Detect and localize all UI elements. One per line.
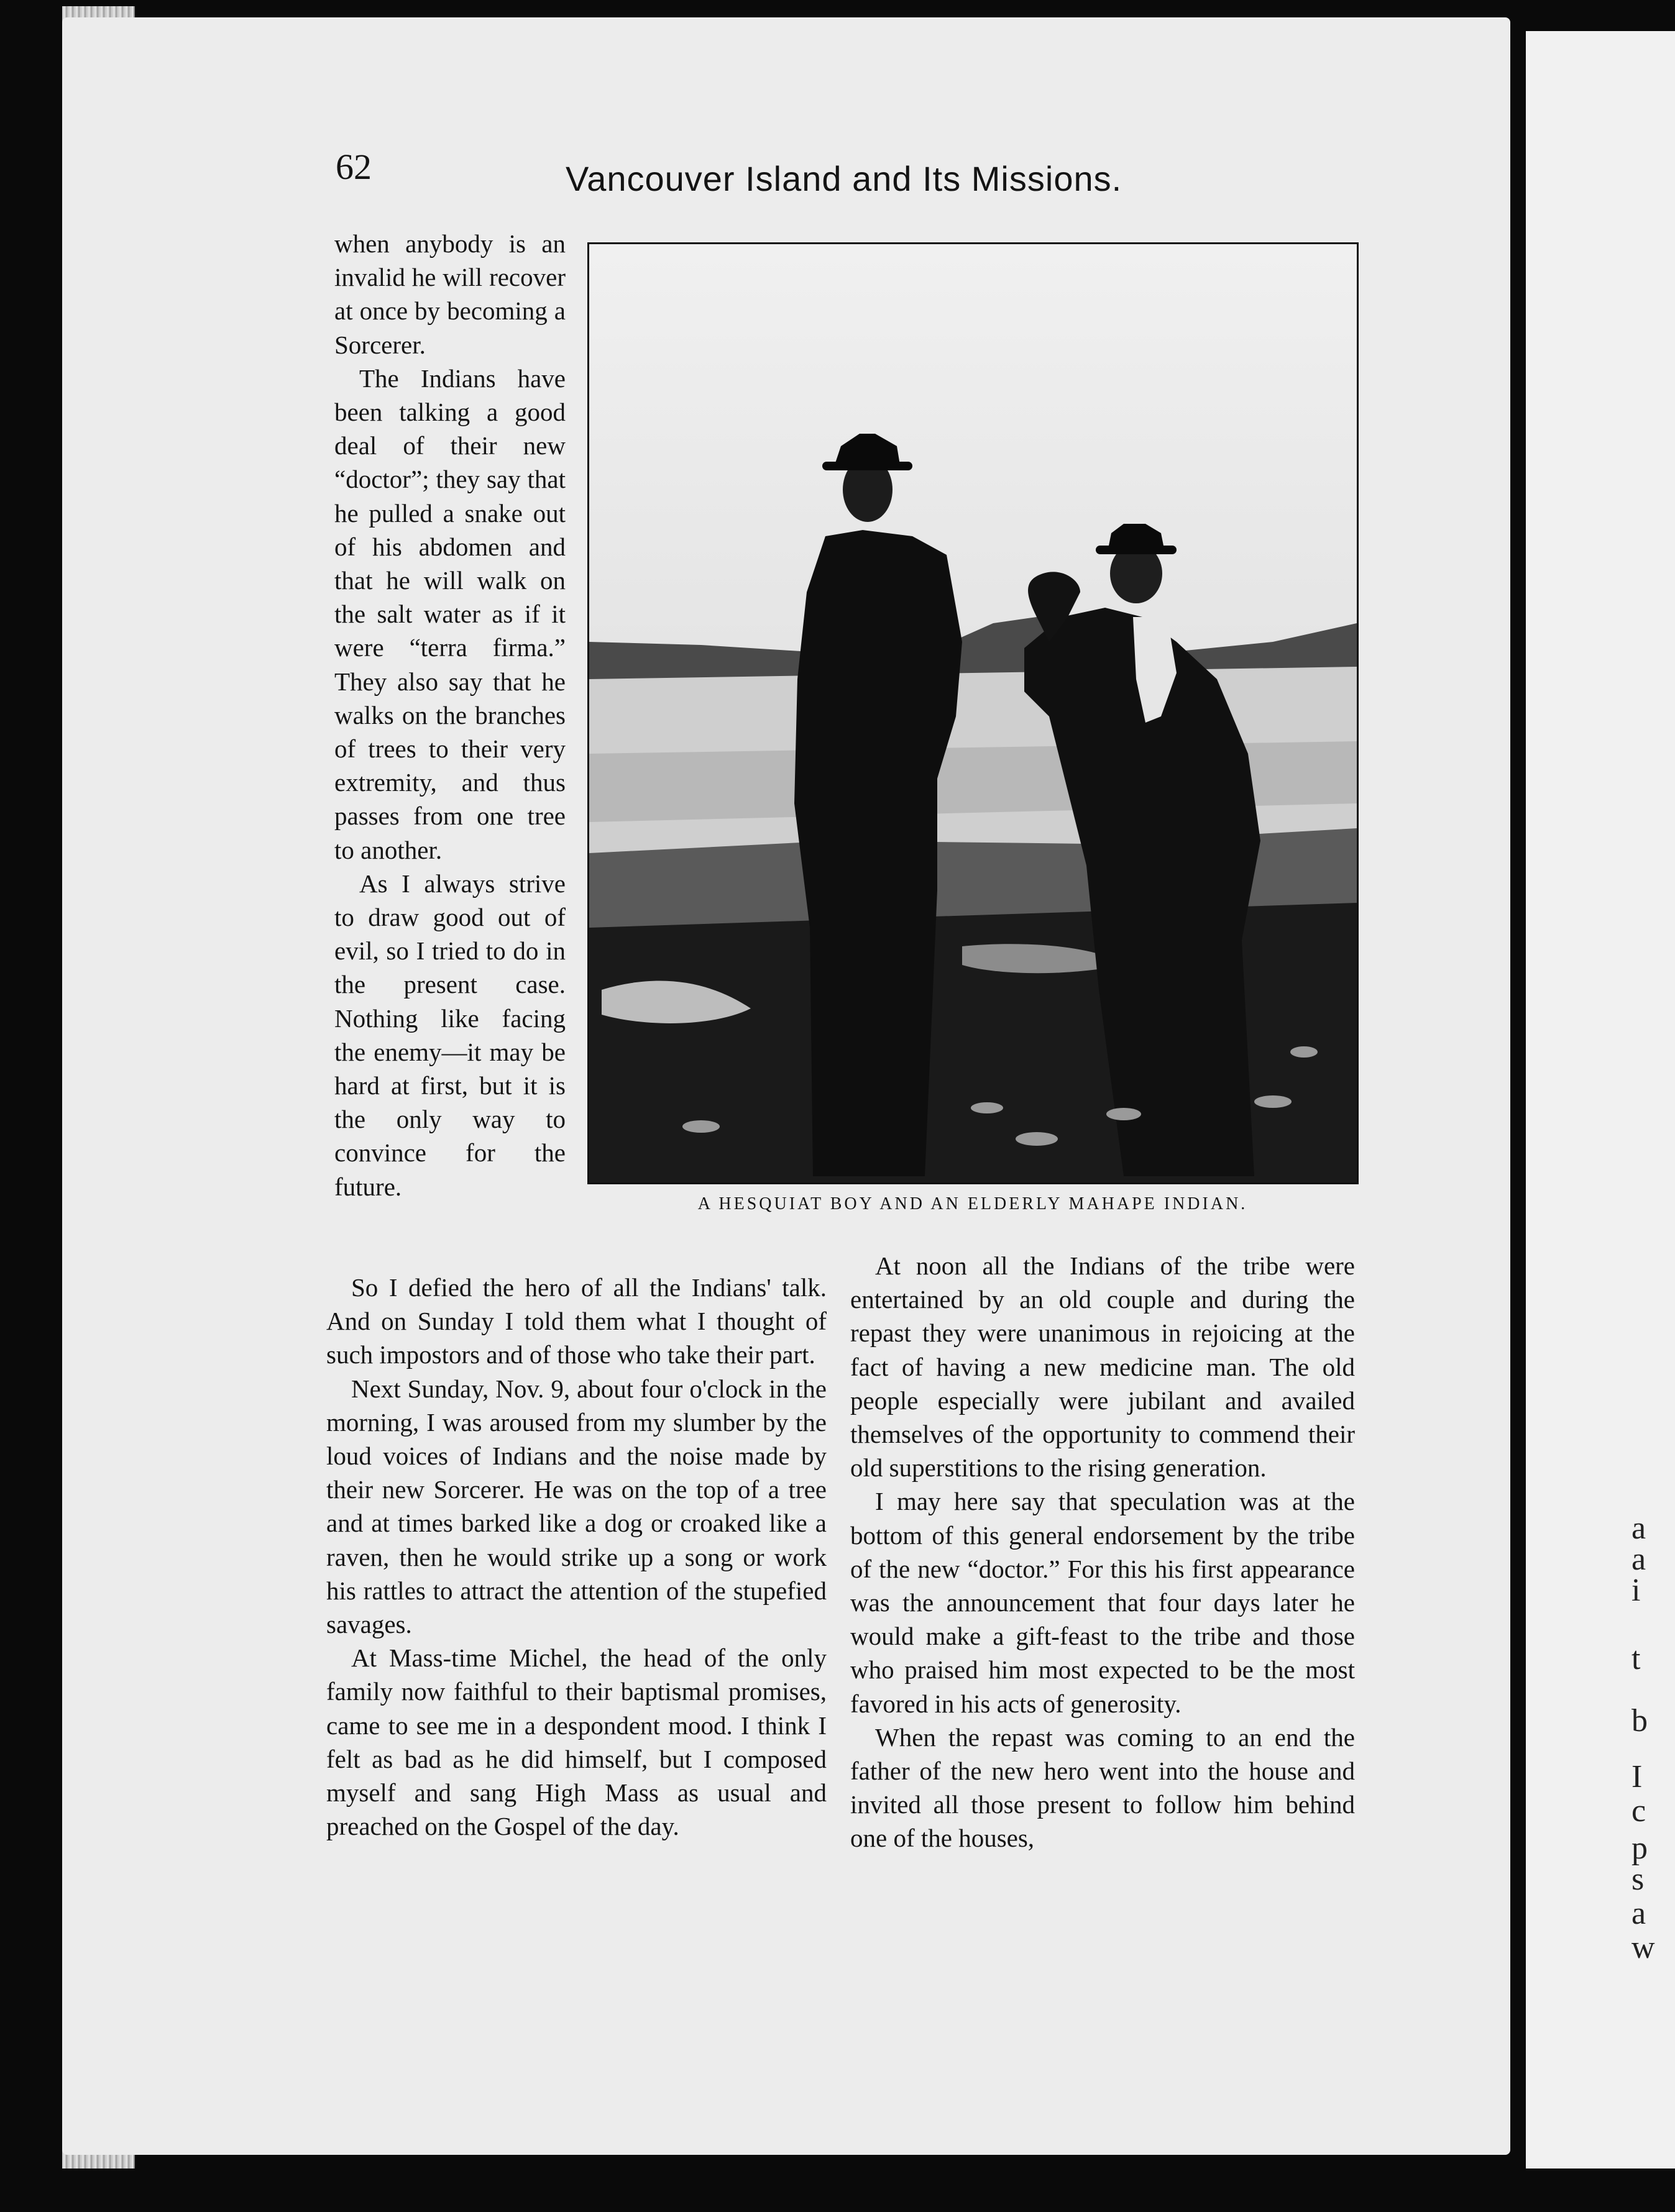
facing-page-letter: w [1631, 1930, 1655, 1965]
paragraph: The Indians have been talking a good deal of their new “doctor”; they say that he pulled a snake out of his abdomen and that he will walk on the salt water as if it were “terra firma.” They also say that he walks on the branches of trees to their very extremity, and thus passes from one tree to another. [334, 363, 566, 864]
running-title: Vancouver Island and Its Missions. [566, 159, 1122, 198]
photo-caption: A HESQUIAT BOY AND AN ELDERLY MAHAPE INDIAN. [697, 1194, 1248, 1213]
page-number: 62 [336, 147, 372, 187]
paragraph: I may here say that speculation was at the bottom of this general endorsement by the tribe of the new “doctor.” For this his first appearance was the announcement that four days later he would make a gift-feast to the tribe and those who praised him most expected to be the most favored in his acts of generosity. [850, 1487, 1355, 1718]
facing-page-letter: I [1631, 1759, 1643, 1794]
paragraph: When the repast was coming to an end the father of the new hero went into the house and invited all those present to follow him behind one of the houses, [850, 1722, 1355, 1853]
paragraph: when anybody is an invalid he will recover at once by becoming a Sorcerer. [334, 229, 566, 359]
facing-page-letter: t [1631, 1641, 1641, 1676]
left-column-lower [326, 1271, 827, 1843]
facing-page-letter: i [1631, 1573, 1641, 1608]
paragraph: At Mass-time Michel, the head of the only family now faithful to their baptismal promises, came to see me in a despondent mood. I think I felt as bad as he did himself, but I composed myself and sang High Mass as usual and preached on the Gospel of the day. [326, 1643, 827, 1841]
photograph [587, 242, 1359, 1184]
photograph-image [589, 244, 1357, 1182]
paragraph: Next Sunday, Nov. 9, about four o'clock in the morning, I was aroused from my slumber by the loud voices of Indians and the noise made by their new Sorcerer. He was on the top of a tree and at times barked like a dog or croaked like a raven, then he would strike up a song or work his rattles to attract the attention of the stupefied savages. [326, 1374, 827, 1639]
paragraph: As I always strive to draw good out of evil, so I tried to do in the present case. Nothing like facing the enemy—it may be hard at first, but it is the only way to convince for the future. [334, 869, 566, 1201]
facing-page-letter: a [1631, 1896, 1646, 1931]
facing-page-letter: c [1631, 1793, 1646, 1829]
paragraph: At noon all the Indians of the tribe were entertained by an old couple and during the repast they were unanimous in rejoicing at the fact of having a new medicine man. The old people especially were jubilant and availed themselves of the opportunity to commend their old superstitions to the rising generation. [850, 1251, 1355, 1483]
facing-page-letter: a [1631, 1510, 1646, 1546]
facing-page-letter: p [1631, 1830, 1648, 1866]
right-column [850, 1249, 1355, 1855]
paragraph: So I defied the hero of all the Indians' talk. And on Sunday I told them what I thought of such impostors and of those who take their part. [326, 1273, 827, 1369]
facing-page-letter: a [1631, 1542, 1646, 1577]
left-column-upper [334, 227, 566, 1204]
facing-page-letter: b [1631, 1703, 1648, 1739]
facing-page [1526, 31, 1675, 2169]
facing-page-letter: s [1631, 1862, 1645, 1897]
